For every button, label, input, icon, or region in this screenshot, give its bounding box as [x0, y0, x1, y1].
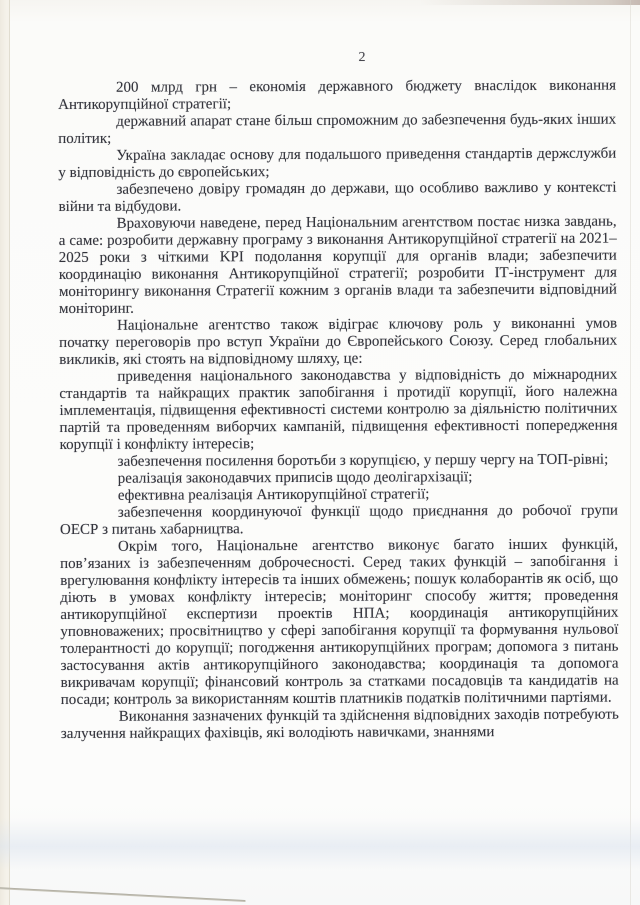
page-number: 2 — [358, 50, 366, 65]
paragraph: Виконання зазначених функцій та здійснення відповідних заходів потребують залучення найкращих фахівців, які володіють навичками, знаннями — [60, 706, 619, 742]
paragraph: забезпечення посилення боротьби з корупцією, у першу чергу на ТОП-рівні; — [117, 451, 609, 470]
page-right-edge-line — [630, 0, 631, 905]
paragraph: Враховуючи наведене, перед Національним агентством постає низка завдань, а саме: розробити державну програму з виконання Антикорупційної стратегії на 2021–2025 роки з чіткими KPI подолання корупції для органів влади; забезпечити координацію виконання Антикорупційної стратегії; розробити ІТ-інструмент для моніторингу виконання Стратегії кожним з органів влади та забезпечити відповідний моніторинг. — [58, 213, 617, 317]
paragraph: реалізація законодавчих приписів щодо деолігархізації; — [117, 469, 473, 487]
paragraph: забезпечення координуючої функції щодо приєднання до робочої групи ОЕСР з питань хабарництва. — [59, 502, 618, 538]
page-top-edge-shadow — [420, 0, 640, 5]
paragraph: державний апарат стане більш спроможним до забезпечення будь-яких інших політик; — [58, 111, 617, 147]
paragraph: ефективна реалізація Антикорупційної стратегії; — [117, 486, 430, 504]
paragraph: Окрім того, Національне агентство виконує багато інших функцій, пов’язаних із забезпеченням доброчесності. Серед таких функцій – запобігання і врегулювання конфлікту інтересів та інших обмежень; пошук колаборантів як осіб, що діють в умовах конфлікту інтересів; моніторинг способу життя; проведення антикорупційної експертизи проектів НПА; координація антикорупційних уповноважених; просвітництво у сфері запобігання корупції та формування нульової толерантності до корупції; погодження антикорупційних програм; допомога з питань застосування актів антикорупційного законодавства; координація та допомога викривачам корупції; фінансовий контроль за статками посадовців та кандидатів на посади; контроль за використанням коштів платників податків політичними партіями. — [60, 536, 619, 708]
paragraph: 200 млрд грн – економія державного бюджету внаслідок виконання Антикорупційної стратегії; — [58, 77, 617, 113]
document-text — [58, 78, 619, 743]
paragraph: приведення національного законодавства у відповідність до міжнародних стандартів та найкращих практик запобігання і протидії корупції, його належна імплементація, підвищення ефективності системи контролю за діяльністю політичних партій та проведенням виборчих кампаній, підвищення ефективності попередження корупції і конфлікту інтересів; — [59, 366, 618, 453]
paper-bottom-corner-edge — [0, 887, 246, 902]
paragraph: Україна закладає основу для подальшого приведення стандартів держслужби у відповідність до європейських; — [58, 145, 617, 181]
page-left-edge — [0, 0, 10, 905]
paragraph: забезпечено довіру громадян до держави, що особливо важливо у контексті війни та відбудови. — [58, 179, 617, 215]
paragraph: Національне агентство також відіграє ключову роль у виконанні умов початку переговорів про вступ України до Європейського Союзу. Серед глобальних викликів, які стоять на відповідному шляху, це: — [59, 315, 618, 368]
scan-bottom-band — [0, 818, 640, 870]
